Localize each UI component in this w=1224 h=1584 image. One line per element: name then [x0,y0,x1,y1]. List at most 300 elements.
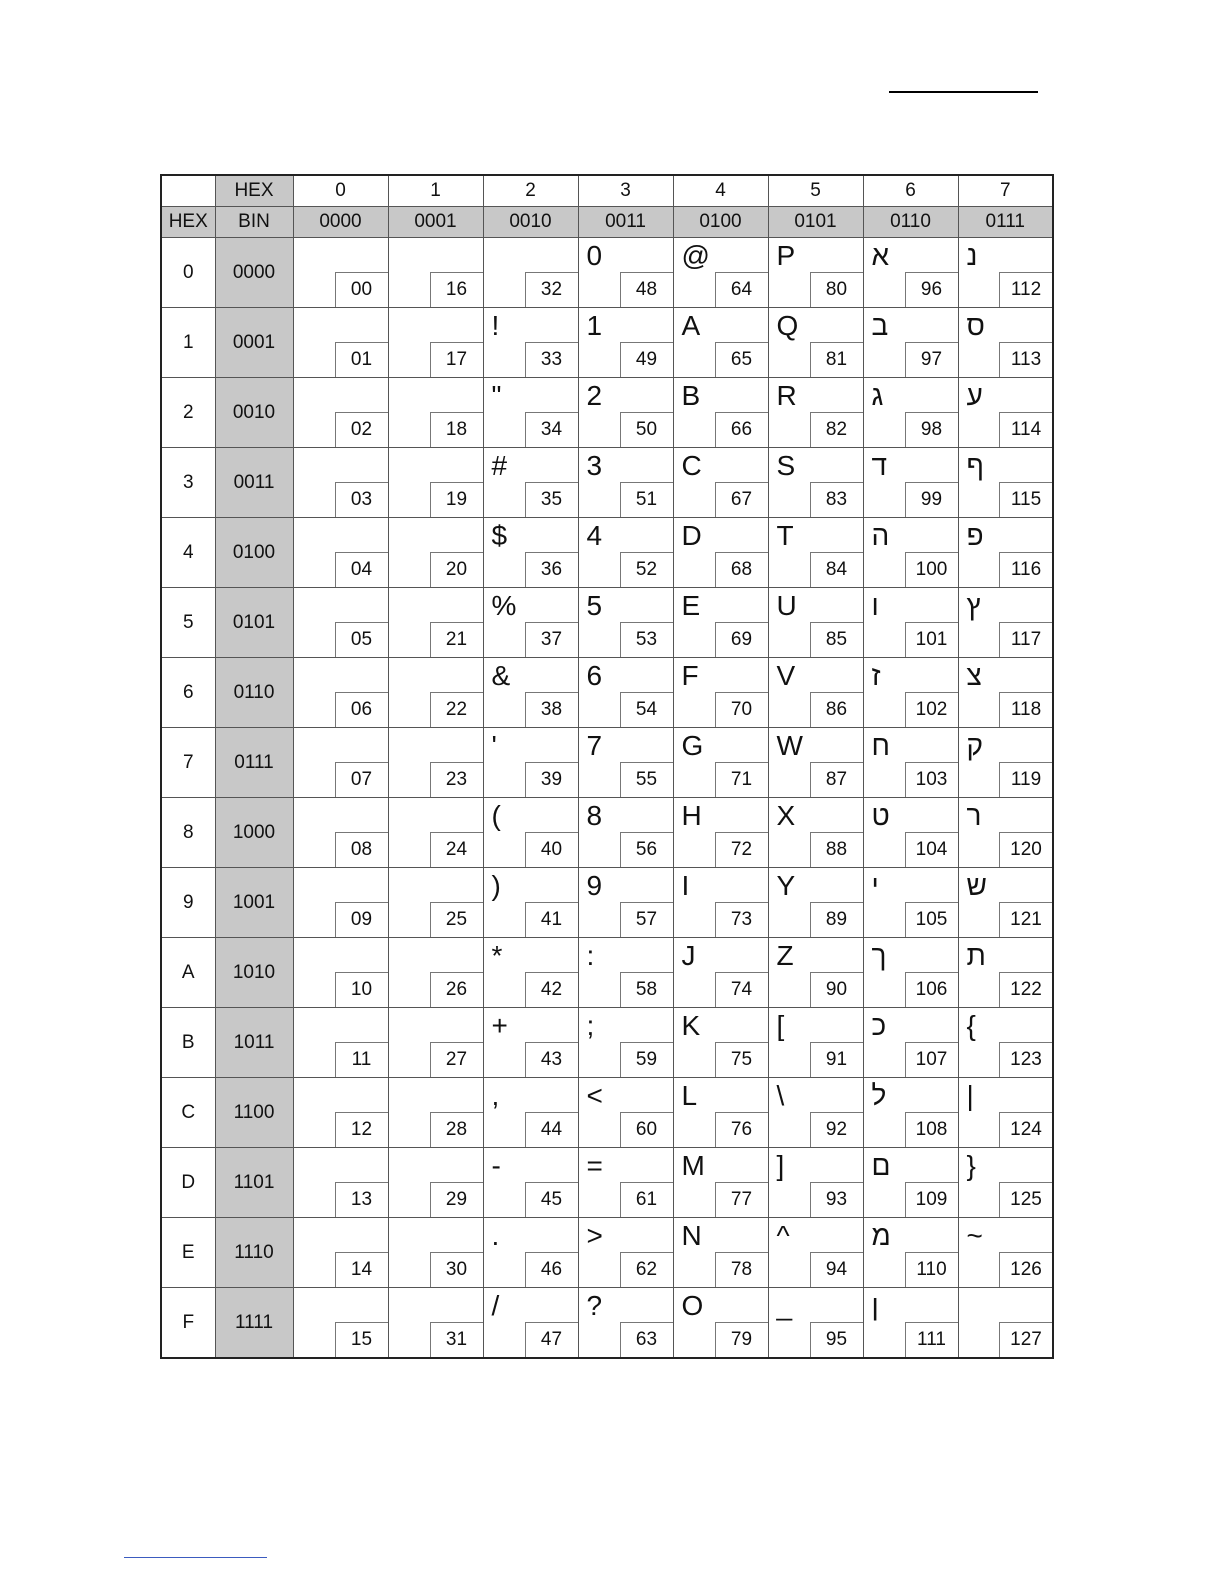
character-glyph: E [681,590,701,621]
decimal-code: 85 [810,622,863,657]
character-glyph: @ [681,240,710,271]
char-cell [863,1288,958,1359]
table-row [161,1218,1053,1288]
character-glyph: ק [966,730,984,761]
table-row [161,1288,1053,1359]
decimal-code: 127 [999,1322,1052,1357]
character-glyph: ת [966,940,986,971]
character-glyph: ^ [776,1220,790,1251]
decimal-code: 89 [810,902,863,937]
char-cell [863,1078,958,1148]
char-cell [293,448,388,518]
character-glyph: > [586,1220,603,1251]
character-glyph: ש [966,870,987,901]
decimal-code: 32 [525,272,578,307]
col-bin-2: 0010 [483,207,578,238]
decimal-code: 22 [430,692,483,727]
table-row [161,728,1053,798]
decimal-code: 65 [715,342,768,377]
character-glyph: ד [871,450,888,481]
char-cell [483,588,578,658]
char-cell [673,1288,768,1359]
char-cell [768,798,863,868]
decimal-code: 16 [430,272,483,307]
char-cell [578,728,673,798]
char-cell [958,1148,1053,1218]
decimal-code: 53 [620,622,673,657]
decimal-code: 10 [335,972,388,1007]
char-cell [388,1288,483,1359]
character-glyph: $ [491,520,508,551]
decimal-code: 125 [999,1182,1052,1217]
character-glyph: ע [966,380,983,411]
decimal-code: 45 [525,1182,578,1217]
char-cell [768,588,863,658]
character-glyph: Z [776,940,794,971]
decimal-code: 19 [430,482,483,517]
row-bin: 0001 [215,308,293,378]
character-glyph: ? [586,1290,603,1321]
char-cell [293,658,388,728]
character-glyph: W [776,730,803,761]
table-row [161,1008,1053,1078]
row-hex: 5 [161,588,215,658]
decimal-code: 60 [620,1112,673,1147]
char-cell [673,1218,768,1288]
char-cell [863,378,958,448]
decimal-code: 106 [905,972,958,1007]
decimal-code: 71 [715,762,768,797]
character-glyph: _ [776,1290,793,1321]
char-cell [578,588,673,658]
char-cell [388,658,483,728]
char-cell [578,1288,673,1359]
char-cell [388,868,483,938]
character-glyph: % [491,590,517,621]
table-row [161,938,1053,1008]
character-glyph: - [491,1150,501,1181]
char-cell [768,1078,863,1148]
character-glyph: ז [871,660,881,691]
row-hex: 0 [161,238,215,308]
char-cell [483,868,578,938]
char-cell [673,1148,768,1218]
character-glyph: ח [871,730,890,761]
character-glyph: ס [966,310,985,341]
col-hex-1: 1 [388,175,483,207]
decimal-code: 02 [335,412,388,447]
character-glyph: Y [776,870,796,901]
decimal-code: 44 [525,1112,578,1147]
character-glyph: נ [966,240,978,271]
decimal-code: 66 [715,412,768,447]
character-glyph: } [966,1150,976,1181]
char-cell [578,378,673,448]
char-cell [673,588,768,658]
char-cell [863,308,958,378]
char-cell [768,238,863,308]
row-bin: 0111 [215,728,293,798]
row-hex: 9 [161,868,215,938]
character-glyph: R [776,380,797,411]
char-cell [958,1008,1053,1078]
decimal-code: 52 [620,552,673,587]
decimal-code: 35 [525,482,578,517]
char-cell [388,308,483,378]
character-glyph: 8 [586,800,603,831]
character-glyph: ט [871,800,890,831]
char-cell [863,238,958,308]
header-row-hex [161,175,1053,207]
character-glyph: ; [586,1010,595,1041]
row-hex: 1 [161,308,215,378]
character-glyph: 9 [586,870,603,901]
char-cell [388,1218,483,1288]
decimal-code: 00 [335,272,388,307]
decimal-code: 08 [335,832,388,867]
character-glyph: D [681,520,702,551]
char-cell [958,448,1053,518]
char-cell [958,518,1053,588]
character-glyph: ו [871,590,879,621]
char-cell [863,588,958,658]
decimal-code: 101 [905,622,958,657]
char-cell [768,1288,863,1359]
row-bin: 1000 [215,798,293,868]
decimal-code: 121 [999,902,1052,937]
decimal-code: 115 [999,482,1052,517]
row-hex: E [161,1218,215,1288]
decimal-code: 73 [715,902,768,937]
character-glyph: ה [871,520,890,551]
top-rule [889,91,1038,93]
row-hex: C [161,1078,215,1148]
decimal-code: 33 [525,342,578,377]
char-cell [483,938,578,1008]
decimal-code: 40 [525,832,578,867]
char-cell [578,448,673,518]
decimal-code: 83 [810,482,863,517]
col-bin-6: 0110 [863,207,958,238]
decimal-code: 30 [430,1252,483,1287]
decimal-code: 113 [999,342,1052,377]
decimal-code: 122 [999,972,1052,1007]
char-cell [293,238,388,308]
decimal-code: 104 [905,832,958,867]
decimal-code: 42 [525,972,578,1007]
col-hex-6: 6 [863,175,958,207]
character-glyph: U [776,590,797,621]
char-cell [958,378,1053,448]
char-cell [578,1148,673,1218]
character-glyph: X [776,800,796,831]
character-glyph: ( [491,800,501,831]
decimal-code: 116 [999,552,1052,587]
char-cell [483,728,578,798]
char-cell [768,868,863,938]
table-row [161,658,1053,728]
decimal-code: 82 [810,412,863,447]
char-cell [293,1218,388,1288]
row-bin: 1111 [215,1288,293,1359]
character-code-table [160,174,1054,1359]
bottom-rule [124,1557,267,1558]
character-glyph: C [681,450,702,481]
decimal-code: 120 [999,832,1052,867]
character-glyph: ן [871,1290,879,1321]
decimal-code: 102 [905,692,958,727]
char-cell [673,1008,768,1078]
col-hex-3: 3 [578,175,673,207]
char-cell [388,518,483,588]
char-cell [958,938,1053,1008]
decimal-code: 47 [525,1322,578,1357]
table-row [161,378,1053,448]
decimal-code: 06 [335,692,388,727]
decimal-code: 109 [905,1182,958,1217]
decimal-code: 75 [715,1042,768,1077]
decimal-code: 118 [999,692,1052,727]
header-hex-label: HEX [215,175,293,207]
character-glyph: 6 [586,660,603,691]
decimal-code: 72 [715,832,768,867]
table-row [161,798,1053,868]
char-cell [388,238,483,308]
char-cell [578,1078,673,1148]
header-corner [161,175,215,207]
character-glyph: ך [871,940,887,971]
row-bin: 1001 [215,868,293,938]
col-bin-5: 0101 [768,207,863,238]
char-cell [673,728,768,798]
row-hex: F [161,1288,215,1359]
character-glyph: ' [491,730,497,761]
character-glyph: ם [871,1150,891,1181]
char-cell [673,378,768,448]
char-cell [673,518,768,588]
character-glyph: ב [871,310,889,341]
row-bin: 1100 [215,1078,293,1148]
decimal-code: 28 [430,1112,483,1147]
decimal-code: 79 [715,1322,768,1357]
char-cell [768,378,863,448]
char-cell [958,308,1053,378]
char-cell [293,1078,388,1148]
char-cell [673,798,768,868]
char-cell [293,1288,388,1359]
char-cell [863,938,958,1008]
decimal-code: 05 [335,622,388,657]
char-cell [673,308,768,378]
character-glyph: כ [871,1010,887,1041]
char-cell [863,1008,958,1078]
table-row [161,238,1053,308]
decimal-code: 92 [810,1112,863,1147]
character-glyph: V [776,660,796,691]
decimal-code: 124 [999,1112,1052,1147]
character-glyph: 7 [586,730,603,761]
decimal-code: 84 [810,552,863,587]
decimal-code: 93 [810,1182,863,1217]
char-cell [483,1288,578,1359]
decimal-code: 108 [905,1112,958,1147]
character-glyph: F [681,660,699,691]
col-bin-0: 0000 [293,207,388,238]
char-cell [958,1218,1053,1288]
table-row [161,868,1053,938]
char-cell [388,938,483,1008]
char-cell [293,308,388,378]
row-hex: 2 [161,378,215,448]
decimal-code: 86 [810,692,863,727]
char-cell [293,378,388,448]
character-glyph: | [966,1080,974,1111]
character-glyph: 0 [586,240,603,271]
char-cell [958,798,1053,868]
decimal-code: 76 [715,1112,768,1147]
decimal-code: 27 [430,1042,483,1077]
character-glyph: ר [966,800,982,831]
decimal-code: 13 [335,1182,388,1217]
character-glyph: K [681,1010,701,1041]
char-cell [293,728,388,798]
character-glyph: " [491,380,502,411]
row-hex: 3 [161,448,215,518]
character-glyph: * [491,940,503,971]
character-glyph: ] [776,1150,785,1181]
character-glyph: + [491,1010,508,1041]
table-row [161,588,1053,658]
row-hex: 7 [161,728,215,798]
char-cell [863,658,958,728]
decimal-code: 77 [715,1182,768,1217]
character-glyph: ל [871,1080,887,1111]
char-cell [768,658,863,728]
table-row [161,448,1053,518]
row-bin-label: BIN [215,207,293,238]
decimal-code: 17 [430,342,483,377]
col-hex-2: 2 [483,175,578,207]
decimal-code: 09 [335,902,388,937]
row-hex: B [161,1008,215,1078]
decimal-code: 51 [620,482,673,517]
char-cell [958,1288,1053,1359]
character-glyph: I [681,870,690,901]
char-cell [863,1148,958,1218]
char-cell [388,798,483,868]
char-cell [293,518,388,588]
decimal-code: 46 [525,1252,578,1287]
character-glyph: # [491,450,508,481]
char-cell [293,938,388,1008]
character-glyph: 3 [586,450,603,481]
character-glyph: , [491,1080,500,1111]
decimal-code: 81 [810,342,863,377]
row-hex: D [161,1148,215,1218]
decimal-code: 63 [620,1322,673,1357]
col-bin-7: 0111 [958,207,1053,238]
decimal-code: 95 [810,1322,863,1357]
header-row-bin [161,207,1053,238]
char-cell [483,1218,578,1288]
decimal-code: 67 [715,482,768,517]
decimal-code: 58 [620,972,673,1007]
decimal-code: 87 [810,762,863,797]
table-row [161,308,1053,378]
row-bin: 0110 [215,658,293,728]
decimal-code: 25 [430,902,483,937]
decimal-code: 03 [335,482,388,517]
decimal-code: 91 [810,1042,863,1077]
row-bin: 1011 [215,1008,293,1078]
character-glyph: 2 [586,380,603,411]
decimal-code: 80 [810,272,863,307]
decimal-code: 04 [335,552,388,587]
decimal-code: 123 [999,1042,1052,1077]
row-bin: 1101 [215,1148,293,1218]
row-hex-label: HEX [161,207,215,238]
char-cell [768,938,863,1008]
character-glyph: S [776,450,796,481]
decimal-code: 57 [620,902,673,937]
char-cell [388,728,483,798]
character-glyph: ג [871,380,884,411]
char-cell [863,868,958,938]
char-cell [768,308,863,378]
character-glyph: ) [491,870,501,901]
decimal-code: 49 [620,342,673,377]
decimal-code: 64 [715,272,768,307]
col-hex-0: 0 [293,175,388,207]
char-cell [958,1078,1053,1148]
row-hex: 6 [161,658,215,728]
character-glyph: P [776,240,796,271]
char-cell [863,518,958,588]
decimal-code: 43 [525,1042,578,1077]
decimal-code: 55 [620,762,673,797]
char-cell [483,518,578,588]
char-cell [483,448,578,518]
row-hex: A [161,938,215,1008]
char-cell [483,238,578,308]
decimal-code: 31 [430,1322,483,1357]
decimal-code: 105 [905,902,958,937]
char-cell [863,448,958,518]
decimal-code: 23 [430,762,483,797]
decimal-code: 107 [905,1042,958,1077]
decimal-code: 97 [905,342,958,377]
character-glyph: M [681,1150,705,1181]
col-hex-7: 7 [958,175,1053,207]
char-cell [483,1148,578,1218]
decimal-code: 34 [525,412,578,447]
char-cell [388,448,483,518]
char-cell [578,308,673,378]
char-cell [673,448,768,518]
char-cell [768,728,863,798]
col-bin-4: 0100 [673,207,768,238]
char-cell [483,658,578,728]
character-glyph: H [681,800,702,831]
char-cell [578,798,673,868]
char-cell [958,868,1053,938]
char-cell [768,1148,863,1218]
char-cell [958,728,1053,798]
character-glyph: Q [776,310,799,341]
character-glyph: 4 [586,520,603,551]
char-cell [768,448,863,518]
decimal-code: 11 [335,1042,388,1077]
